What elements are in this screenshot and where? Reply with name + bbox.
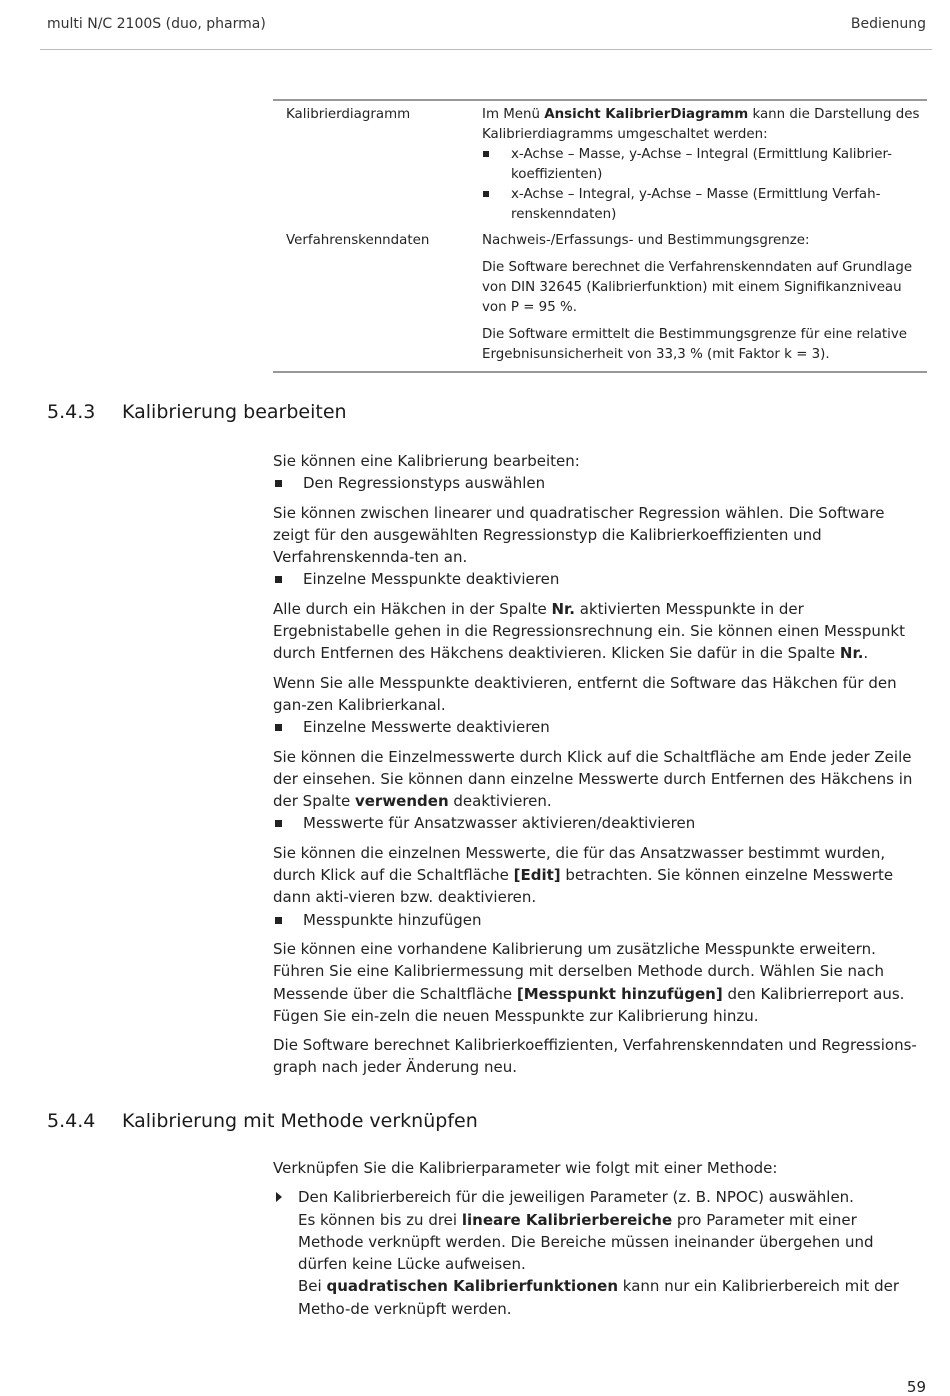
bullet-list	[482, 145, 927, 225]
list-item: x-Achse – Masse, y-Achse – Integral (Ermittlung Kalibrier-koeffizienten)	[482, 145, 927, 185]
list-item: Einzelne Messwerte deaktivieren	[273, 716, 925, 738]
section-heading	[47, 401, 347, 423]
table-term: Verfahrenskenndaten	[286, 233, 430, 248]
table-description	[470, 231, 927, 365]
menu-path: Ansicht KalibrierDiagramm	[544, 107, 749, 122]
page-number: 59	[906, 1378, 926, 1396]
section-body	[273, 450, 925, 1079]
paragraph: Wenn Sie alle Messpunkte deaktivieren, entfernt die Software das Häkchen für den gan-zen Kalibrierkanal.	[273, 673, 897, 714]
section-title: Kalibrierung mit Methode verknüpfen	[122, 1110, 478, 1132]
table-row	[273, 231, 927, 365]
list-item: Messwerte für Ansatzwasser aktivieren/deaktivieren	[273, 812, 925, 834]
list-item: Einzelne Messpunkte deaktivieren	[273, 568, 925, 590]
square-bullet-icon	[275, 820, 282, 827]
paragraph: Die Software ermittelt die Bestimmungsgrenze für eine relative Ergebnisunsicherheit von 33,3 % (mit Faktor k = 3).	[482, 327, 908, 362]
table-description	[470, 105, 927, 225]
header-rule	[40, 49, 932, 50]
instruction-step: Den Kalibrierbereich für die jeweiligen Parameter (z. B. NPOC) auswählen. Es können bis zu drei lineare Kalibrierbereiche pro Parameter mit einer Methode verknüpft werden. Die Bereiche müssen ineinander übergehen und dürfen keine Lücke aufweisen. Bei quadratischen Kalibrierfunktionen kann nur ein Kalibrierbereich mit der Metho-de verknüpft werden.	[273, 1186, 925, 1320]
paragraph: Verknüpfen Sie die Kalibrierparameter wie folgt mit einer Methode:	[273, 1159, 778, 1177]
square-bullet-icon	[275, 576, 282, 583]
table-term: Kalibrierdiagramm	[286, 107, 411, 122]
section-number: 5.4.3	[47, 401, 96, 423]
paragraph: Sie können die Einzelmesswerte durch Klick auf die Schaltfläche am Ende jeder Zeile der einsehen. Sie können dann einzelne Messwerte durch Entfernen des Häkchens in der Spalte verwenden deaktivieren.	[273, 747, 913, 811]
section-number: 5.4.4	[47, 1110, 96, 1132]
section-body	[273, 1157, 925, 1320]
paragraph: Sie können die einzelnen Messwerte, die für das Ansatzwasser bestimmt wurden, durch Klick auf die Schaltfläche [Edit] betrachten. Sie können einzelne Messwerte dann akti-vieren bzw. deaktivieren.	[273, 843, 894, 907]
section-heading	[47, 1110, 478, 1132]
definition-table	[273, 99, 927, 373]
paragraph: Sie können eine vorhandene Kalibrierung um zusätzliche Messpunkte erweitern. Führen Sie eine Kalibriermessung mit derselben Methode durch. Wählen Sie nach Messende über die Schaltfläche [Messpunkt hinzufügen] den Kalibrierreport aus. Fügen Sie ein-zeln die neuen Messpunkte zur Kalibrierung hinzu.	[273, 939, 905, 1025]
paragraph: Sie können eine Kalibrierung bearbeiten:	[273, 452, 580, 470]
paragraph: Nachweis-/Erfassungs- und Bestimmungsgrenze:	[482, 233, 810, 248]
table-row	[273, 105, 927, 225]
text-run: Im Menü	[482, 107, 545, 122]
list-item: x-Achse – Integral, y-Achse – Masse (Ermittlung Verfah-renskenndaten)	[482, 185, 927, 225]
square-bullet-icon	[275, 917, 282, 924]
table-top-rule	[273, 99, 927, 101]
square-bullet-icon	[275, 724, 282, 731]
list-item: Den Regressionstyps auswählen	[273, 472, 925, 494]
list-item: Messpunkte hinzufügen	[273, 909, 925, 931]
running-header-title: multi N/C 2100S (duo, pharma)	[47, 16, 266, 32]
section-title: Kalibrierung bearbeiten	[122, 401, 347, 423]
text-run: kann die Darstellung des Kalibrierdiagramms umgeschaltet werden:	[482, 107, 920, 142]
square-bullet-icon	[275, 480, 282, 487]
paragraph: Alle durch ein Häkchen in der Spalte Nr. aktivierten Messpunkte in der Ergebnistabelle gehen in die Regressionsrechnung ein. Sie können einen Messpunkt durch Entfernen des Häkchens deaktivieren. Klicken Sie dafür in die Spalte Nr..	[273, 599, 905, 663]
square-bullet-icon	[483, 191, 489, 197]
paragraph: Die Software berechnet die Verfahrenskenndaten auf Grundlage von DIN 32645 (Kalibrierfunktion) mit einem Signifikanzniveau von P = 95 %.	[482, 260, 913, 315]
paragraph: Sie können zwischen linearer und quadratischer Regression wählen. Die Software zeigt für den ausgewählten Regressionstyp die Kalibrierkoeffizienten und Verfahrenskennda-ten an.	[273, 503, 885, 567]
table-bottom-rule	[273, 371, 927, 373]
paragraph: Die Software berechnet Kalibrierkoeffizienten, Verfahrenskenndaten und Regressions-graph nach jeder Änderung neu.	[273, 1036, 917, 1077]
triangle-arrow-icon	[276, 1192, 282, 1202]
running-header-chapter: Bedienung	[850, 16, 926, 32]
square-bullet-icon	[483, 151, 489, 157]
